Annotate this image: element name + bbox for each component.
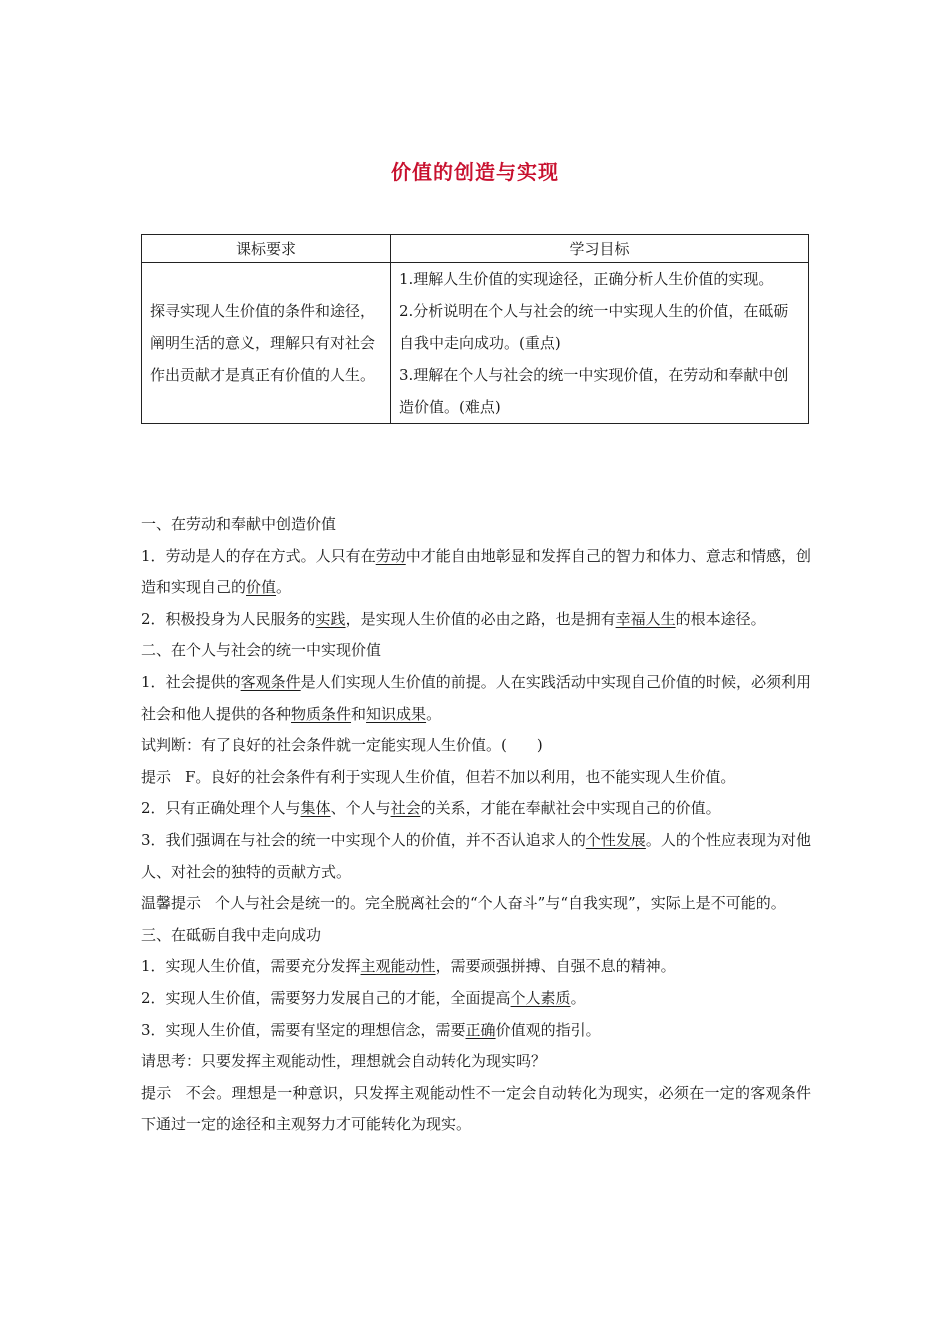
- goal-item: 3.理解在个人与社会的统一中实现价值，在劳动和奉献中创造价值。(难点): [399, 366, 789, 416]
- curriculum-table: [141, 234, 809, 424]
- tip-paragraph: [141, 888, 811, 920]
- underlined-term: 个性发展: [585, 830, 646, 849]
- hint-paragraph: [141, 762, 811, 794]
- think-question: 请思考：只要发挥主观能动性，理想就会自动转化为现实吗？: [141, 1052, 547, 1071]
- table-header-goals: 学习目标: [391, 235, 809, 263]
- paragraph: [141, 983, 811, 1015]
- text-run: 3．我们强调在与社会的统一中实现个人的价值，并不否认追求人的: [141, 830, 586, 849]
- text-run: 3．实现人生价值，需要有坚定的理想信念，需要: [141, 1020, 466, 1039]
- text-run: 。: [570, 988, 586, 1007]
- underlined-term: 幸福人生: [615, 609, 676, 628]
- underlined-term: 个人素质: [510, 988, 571, 1007]
- text-run: 的关系，才能在奉献社会中实现自己的价值。: [420, 799, 721, 818]
- text-run: 、个人与: [330, 799, 391, 818]
- text-run: 中才能自由地彰显和发挥自己的智力和体力、意志和情感，创造和实现自己的: [141, 546, 811, 597]
- underlined-term: 社会: [390, 799, 421, 818]
- text-run: 2．积极投身为人民服务的: [141, 609, 316, 628]
- paragraph: [141, 541, 811, 604]
- text-run: 价值观的指引。: [495, 1020, 601, 1039]
- table-header-row: [142, 235, 809, 263]
- paragraph: [141, 604, 811, 636]
- text-run: 1．劳动是人的存在方式。人只有在: [141, 546, 376, 565]
- hint-text: F。良好的社会条件有利于实现人生价值，但若不加以利用，也不能实现人生价值。: [185, 767, 736, 786]
- goal-item: 2.分析说明在个人与社会的统一中实现人生的价值，在砥砺自我中走向成功。(重点): [399, 302, 789, 352]
- underlined-term: 正确: [465, 1020, 496, 1039]
- table-row: [142, 263, 809, 424]
- paragraph: [141, 793, 811, 825]
- hint-text: 不会。理想是一种意识，只发挥主观能动性不一定会自动转化为现实，必须在一定的客观条件下通过一定的途径和主观努力才可能转化为现实。: [141, 1083, 811, 1134]
- section-heading: 三、在砥砺自我中走向成功: [141, 925, 322, 944]
- lesson-body: [141, 509, 811, 1141]
- text-run: 2．实现人生价值，需要努力发展自己的才能，全面提高: [141, 988, 511, 1007]
- underlined-term: 集体: [300, 799, 331, 818]
- underlined-term: 价值: [246, 578, 277, 597]
- text-run: 。人的个性应表现为对他人、对社会的独特的贡献方式。: [141, 830, 811, 881]
- paragraph: [141, 667, 811, 730]
- underlined-term: 知识成果: [366, 704, 427, 723]
- underlined-term: 实践: [315, 609, 346, 628]
- underlined-term: 劳动: [375, 546, 406, 565]
- underlined-term: 主观能动性: [360, 957, 436, 976]
- text-run: 2．只有正确处理个人与: [141, 799, 301, 818]
- table-header-standard: 课标要求: [142, 235, 391, 263]
- tip-label: 温馨提示: [141, 894, 202, 913]
- text-run: ，需要顽强拼搏、自强不息的精神。: [435, 957, 676, 976]
- hint-label: 提示: [141, 1083, 172, 1102]
- goal-item: 1.理解人生价值的实现途径，正确分析人生价值的实现。: [399, 270, 774, 288]
- tip-text: 个人与社会是统一的。完全脱离社会的“个人奋斗”与“自我实现”，实际上是不可能的。: [215, 894, 786, 913]
- text-run: ，是实现人生价值的必由之路，也是拥有: [345, 609, 616, 628]
- text-run: 是人们实现人生价值的前提。人在实践活动中实现自己价值的时候，必须利用社会和他人提供的各种: [141, 672, 811, 723]
- section-heading: 二、在个人与社会的统一中实现价值: [141, 641, 382, 660]
- section-heading: 一、在劳动和奉献中创造价值: [141, 515, 337, 533]
- page-title: 价值的创造与实现: [391, 160, 559, 184]
- paragraph: [141, 951, 811, 983]
- text-run: 。: [276, 578, 292, 597]
- text-run: 。: [426, 704, 442, 723]
- paragraph: [141, 1015, 811, 1047]
- learning-goals-cell: [391, 263, 809, 424]
- paragraph: [141, 825, 811, 888]
- text-run: 的根本途径。: [675, 609, 766, 628]
- underlined-term: 物质条件: [291, 704, 352, 723]
- hint-label: 提示: [141, 767, 172, 786]
- underlined-term: 客观条件: [240, 672, 301, 691]
- standard-requirement-cell: 探寻实现人生价值的条件和途径，阐明生活的意义，理解只有对社会作出贡献才是真正有价值的人生。: [142, 263, 391, 424]
- text-run: 1．社会提供的: [141, 672, 241, 691]
- judgement-question: 试判断：有了良好的社会条件就一定能实现人生价值。( ): [141, 736, 543, 755]
- hint-paragraph: [141, 1078, 811, 1141]
- text-run: 1．实现人生价值，需要充分发挥: [141, 957, 361, 976]
- text-run: 和: [351, 704, 367, 723]
